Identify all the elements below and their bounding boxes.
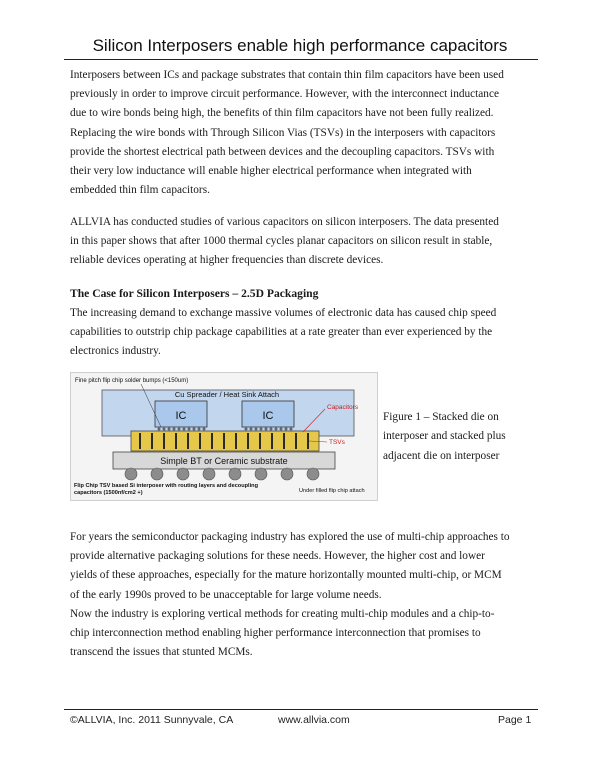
text-line: Now the industry is exploring vertical methods for creating multi-chip modules and a chip-to- [70, 607, 495, 620]
caption-line: adjacent die on interposer [383, 449, 500, 462]
caption-line: Figure 1 – Stacked die on [383, 411, 499, 423]
text-line: yields of these approaches, especially for the mature horizontally mounted multi-chip, or MCM [70, 569, 502, 582]
interposer-diagram [71, 373, 377, 500]
text-line: Replacing the wire bonds with Through Silicon Vias (TSVs) in the interposers with capacitors [70, 126, 496, 139]
bumps-label: Fine pitch flip chip solder bumps (<150um) [75, 378, 189, 384]
ic-left-label: IC [175, 410, 187, 422]
section-heading: The Case for Silicon Interposers – 2.5D Packaging [70, 287, 319, 300]
history-paragraph [70, 528, 540, 662]
intro-paragraph [70, 66, 540, 200]
demand-paragraph [70, 304, 540, 362]
header-divider [64, 59, 538, 60]
footer-website: www.allvia.com [278, 714, 350, 726]
text-line: ALLVIA has conducted studies of various capacitors on silicon interposers. The data presented [70, 216, 499, 228]
text-line: electronics industry. [70, 345, 161, 358]
spreader-label: Cu Spreader / Heat Sink Attach [174, 390, 280, 399]
underfill-label: Under filled flip chip attach [299, 488, 365, 494]
text-line: embedded thin film capacitors. [70, 184, 210, 197]
study-paragraph [70, 213, 540, 271]
ic-right-label: IC [262, 410, 274, 422]
footer-page-number: Page 1 [498, 714, 532, 726]
text-line: reliable devices operating at higher frequencies than discrete devices. [70, 254, 384, 267]
tsvs-label: TSVs [329, 439, 345, 446]
text-line: previously in order to improve circuit performance. However, with the interconnect inductance [70, 88, 499, 101]
text-line: provide the shortest electrical path between devices and the decoupling capacitors. TSVs with [70, 145, 495, 158]
text-line: their very low inductance will enable higher electrical performance when integrated with [70, 165, 472, 178]
interposer-figure [70, 372, 378, 501]
text-line: For years the semiconductor packaging industry has explored the use of multi-chip approaches to [70, 531, 510, 543]
text-line: Interposers between ICs and package substrates that contain thin film capacitors have been used [70, 69, 504, 81]
text-line: The increasing demand to exchange massive volumes of electronic data has caused chip speed [70, 307, 497, 319]
tsv-columns [139, 433, 309, 449]
text-line: capabilities to outstrip chip package capabilities at a rate greater than ever experienced by the [70, 326, 493, 339]
interposer-label-line1: Flip Chip TSV based Si interposer with routing layers and decoupling [74, 483, 258, 489]
interposer-label-line2: capacitors (1500nf/cm2 +) [74, 490, 143, 496]
text-line: chip interconnection method enabling higher performance interconnection that promises to [70, 627, 481, 640]
figure-caption [383, 408, 533, 466]
text-line: in this paper shows that after 1000 thermal cycles planar capacitors on silicon result in stable, [70, 235, 493, 248]
footer-divider [64, 709, 538, 710]
capacitors-label: Capacitors [327, 404, 359, 411]
page-title: Silicon Interposers enable high performance capacitors [92, 36, 508, 55]
text-line: of the early 1990s proved to be unacceptable for large volume needs. [70, 588, 382, 601]
substrate-label: Simple BT or Ceramic substrate [160, 456, 288, 466]
text-line: provide alternative packaging solutions for these needs. However, the higher cost and lower [70, 550, 485, 563]
text-line: due to wire bonds being high, the benefits of thin film capacitors have not been fully realized. [70, 107, 494, 120]
text-line: transcend the issues that stunted MCMs. [70, 646, 253, 659]
footer-copyright: ©ALLVIA, Inc. 2011 Sunnyvale, CA [70, 714, 234, 726]
caption-line: interposer and stacked plus [383, 430, 506, 443]
